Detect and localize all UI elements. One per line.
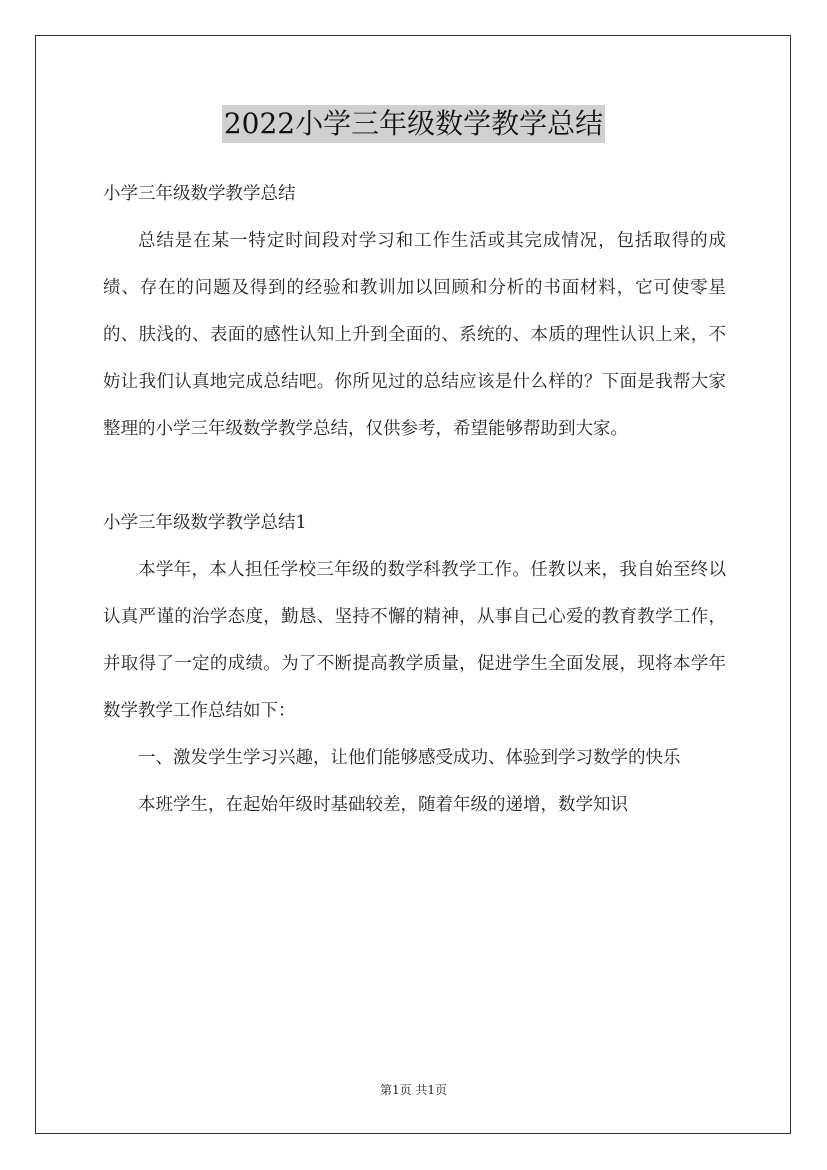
page-number: 第1页 共1页 [379,1083,448,1097]
body-paragraph-1: 本学年，本人担任学校三年级的数学科教学工作。任教以来，我自始至终以认真严谨的治学态度，勤恳、坚持不懈的精神，从事自己心爱的教育教学工作，并取得了一定的成绩。为了不断提高教学质量，促进学生全面发展，现将本学年数学教学工作总结如下： [103,560,726,721]
paragraph-gap [103,453,726,500]
body-paragraph-3: 本班学生，在起始年级时基础较差，随着年级的递增，数学知识 [138,795,628,815]
intro-paragraph: 总结是在某一特定时间段对学习和工作生活或其完成情况，包括取得的成绩、存在的问题及得到的经验和教训加以回顾和分析的书面材料，它可使零星的、肤浅的、表面的感性认知上升到全面的、系统的、本质的理性认识上来，不妨让我们认真地完成总结吧。你所见过的总结应该是什么样的？下面是我帮大家整理的小学三年级数学教学总结，仅供参考，希望能够帮助到大家。 [103,231,726,439]
page-footer [0,1082,827,1098]
document-title-container [0,105,827,145]
section-heading: 小学三年级数学教学总结 [103,184,296,204]
body-paragraph-2: 一、激发学生学习兴趣，让他们能够感受成功、体验到学习数学的快乐 [138,748,681,768]
section-heading-1: 小学三年级数学教学总结1 [103,513,307,533]
document-body [103,171,726,829]
document-title: 2022小学三年级数学教学总结 [222,105,605,143]
